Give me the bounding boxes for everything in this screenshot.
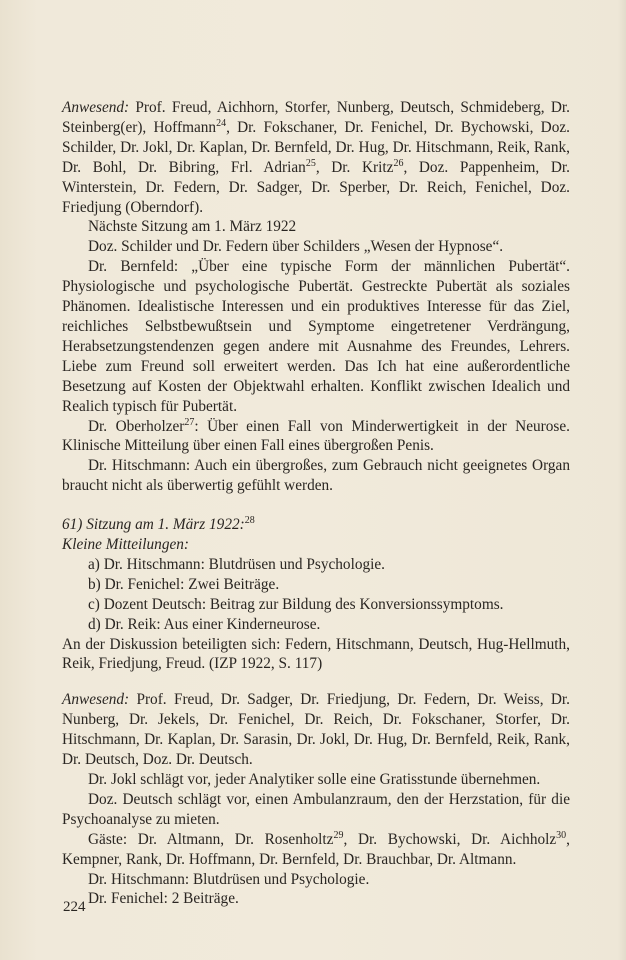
guests-paragraph: Gäste: Dr. Altmann, Dr. Rosenholtz$^{29}$, Dr. Bychowski, Dr. Aichholz$^{30}$, Kempner, Rank, Dr. Hoffmann, Dr. Bernfeld, Dr. Brauchbar, Dr. Altmann. [62,829,570,868]
oberholzer-paragraph: Dr. Oberholzer$^{27}$: Über einen Fall von Minderwertigkeit in der Neurose. Klinische Mitteilung über einen Fall eines übergroßen Penis. [62,416,570,455]
fenichel-contribution: Dr. Fenichel: 2 Beiträge. [88,890,239,908]
attendance-paragraph-2: Anwesend: Prof. Freud, Dr. Sadger, Dr. Friedjung, Dr. Federn, Dr. Weiss, Dr. Nunberg, Dr. Jekels, Dr. Fenichel, Dr. Reich, Dr. Fokschaner, Storfer, Dr. Hitschmann, Dr. Kaplan, Dr. Sarasin, Dr. Jokl, Dr. Hug, Dr. Bernfeld, Reik, Rank, Dr. Deutsch, Doz. Dr. Deutsch. [62,691,570,769]
list-item: d) Dr. Reik: Aus einer Kinderneurose. [88,615,321,633]
next-session-note: Nächste Sitzung am 1. März 1922 [88,218,297,236]
footnote-ref: 27 [184,416,195,428]
footnote-ref: 24 [216,117,227,129]
list-item: a) Dr. Hitschmann: Blutdrüsen und Psychologie. [88,555,385,573]
schilder-note: Doz. Schilder und Dr. Federn über Schilders „Wesen der Hypnose“. [88,238,504,256]
session-subheading: Kleine Mitteilungen: [62,536,190,554]
attendance-label: Anwesend: [62,691,130,709]
footnote-ref: 25 [305,157,316,169]
discussion-paragraph: An der Diskussion beteiligten sich: Federn, Hitschmann, Deutsch, Hug-Hellmuth, Reik, Friedjung, Freud. (IZP 1922, S. 117) [62,635,570,673]
page-body [62,98,570,909]
attendance-paragraph-1: Anwesend: Prof. Freud, Aichhorn, Storfer, Nunberg, Deutsch, Schmideberg, Dr. Steinberg(er), Hoffmann$^{24}$, Dr. Fokschaner, Dr. Fenichel, Dr. Bychowski, Doz. Schilder, Dr. Jokl, Dr. Kaplan, Dr. Bernfeld, Dr. Hug, Dr. Hitschmann, Reik, Rank, Dr. Bohl, Dr. Bibring, Frl. Adrian$^{25}$, Dr. Kritz$^{26}$, Doz. Pappenheim, Dr. Winterstein, Dr. Federn, Dr. Sadger, Dr. Sperber, Dr. Reich, Fenichel, Doz. Friedjung (Oberndorf). [62,99,571,216]
hitschmann-remark: Dr. Hitschmann: Auch ein übergroßes, zum Gebrauch nicht geeignetes Organ braucht nicht als überwertig gefühlt werden. [62,457,570,495]
list-item: b) Dr. Fenichel: Zwei Beiträge. [88,575,280,593]
page-number: 224 [63,899,86,915]
page-gutter-shadow [618,0,626,960]
hitschmann-contribution: Dr. Hitschmann: Blutdrüsen und Psychologie. [88,870,370,888]
list-item: c) Dozent Deutsch: Beitrag zur Bildung des Konversionssymptoms. [88,595,504,613]
footnote-ref: 30 [556,829,567,841]
jokl-proposal: Dr. Jokl schlägt vor, jeder Analytiker solle eine Gratisstunde übernehmen. [88,771,541,788]
footnote-ref: 28 [244,515,255,527]
deutsch-proposal: Doz. Deutsch schlägt vor, einen Ambulanzraum, den der Herzstation, für die Psychoanalyse zu mieten. [62,790,570,828]
session-heading: 61) Sitzung am 1. März 1922:$^{28}$ [62,515,255,534]
bernfeld-paragraph: Dr. Bernfeld: „Über eine typische Form der männlichen Pubertät“. Physiologische und psychologische Pubertät. Gestreckte Pubertät als soziales Phänomen. Idealistische Interessen und ein produktives Interesse für das Ziel, reichliches Selbstbewußtsein und Symptome eingetretener Verdrängung, Herabsetzungstendenzen gegen andere mit Ausnahme des Freundes, Lehrers. Liebe zum Freund soll erweitert werden. Das Ich hat eine außerordentliche Besetzung auf Kosten der Objektwahl erhalten. Konflikt zwischen Idealich und Realich typisch für Pubertät. [62,258,570,415]
footnote-ref: 29 [333,829,344,841]
attendance-label: Anwesend: [62,99,130,116]
footnote-ref: 26 [393,157,404,169]
